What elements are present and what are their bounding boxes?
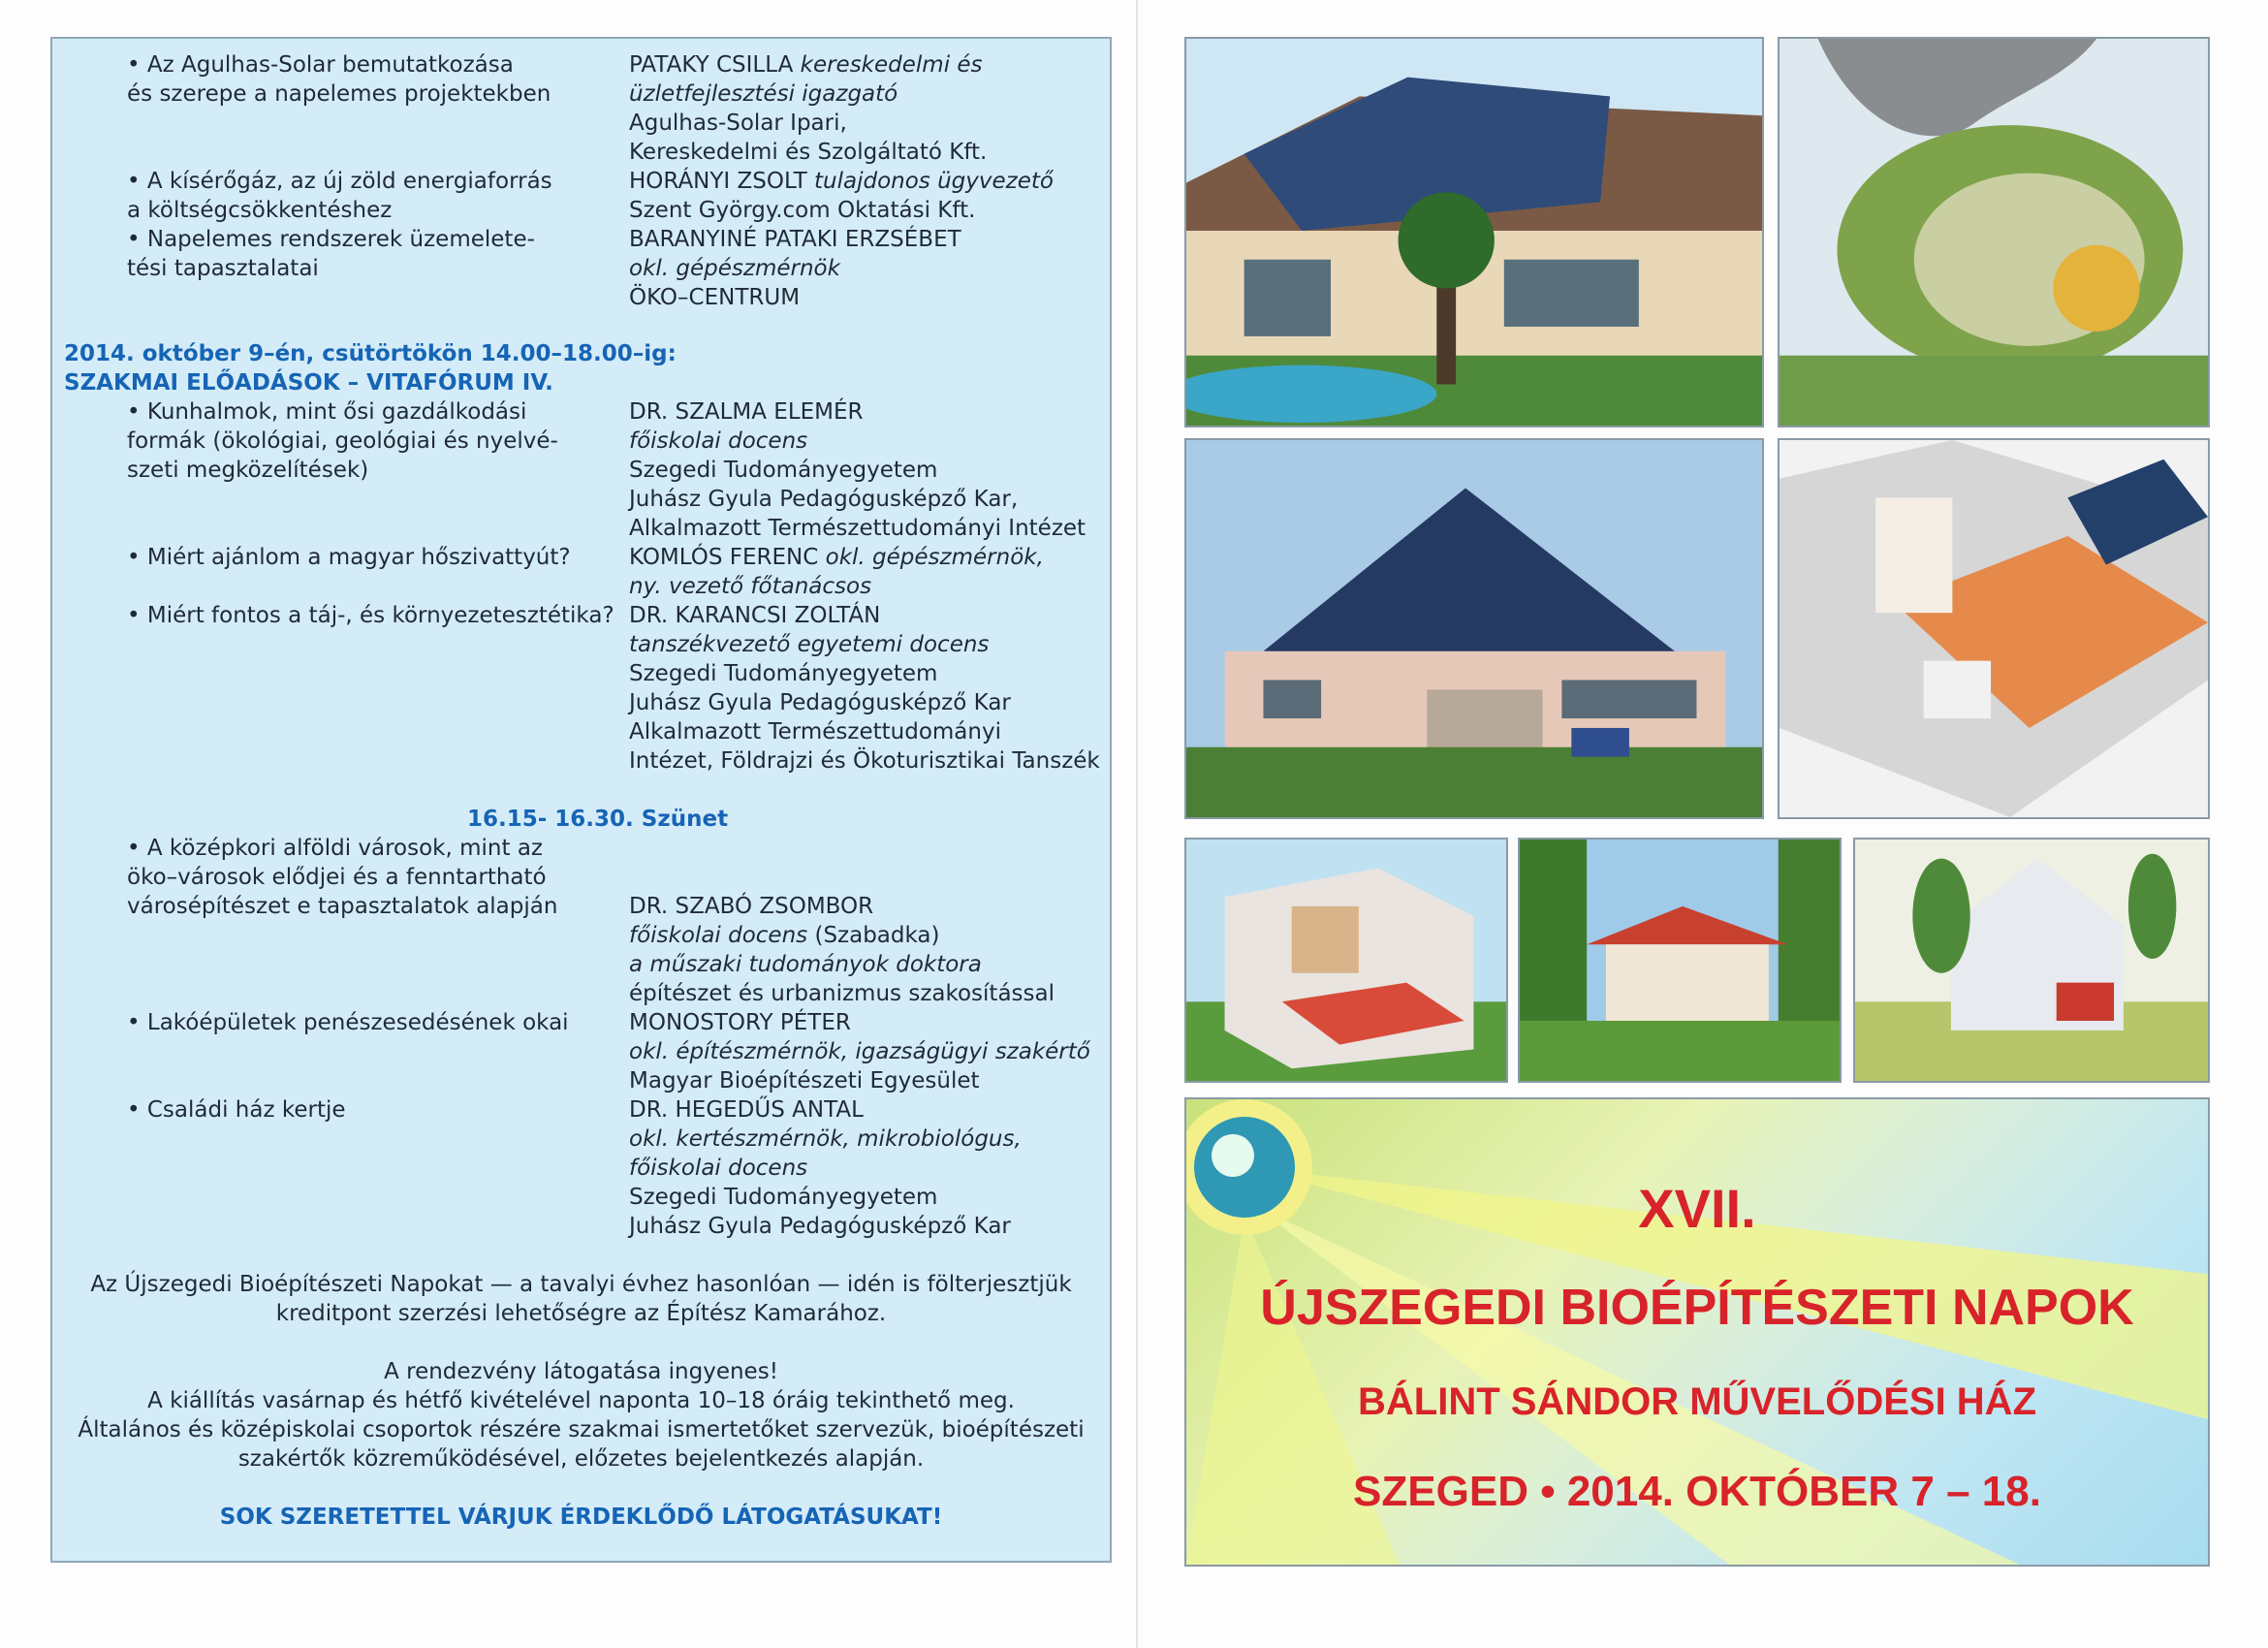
speaker-org: Juhász Gyula Pedagógusképző Kar — [629, 1214, 1011, 1239]
visit-info: szakértők közreműködésével, előzetes bejelentkezés alapján. — [237, 1446, 925, 1472]
speaker-name: DR. HEGEDŰS ANTAL — [629, 1097, 864, 1123]
talk-title: • Miért ajánlom a magyar hőszivattyút? — [127, 545, 571, 570]
speaker-role: tulajdonos ügyvezető — [814, 169, 1054, 194]
closing-invitation: SOK SZERETETTEL VÁRJUK ÉRDEKLŐDŐ LÁTOGATÁSUKAT! — [219, 1505, 943, 1530]
speaker-name: DR. SZABÓ ZSOMBOR — [629, 894, 874, 919]
speaker-role: okl. építészmérnök, igazságügyi szakértő — [629, 1039, 1090, 1064]
session-heading: 2014. október 9–én, csütörtökön 14.00–18.00–ig: — [64, 341, 677, 366]
event-banner — [1184, 1097, 2210, 1567]
talk-title: • Kunhalmok, mint ősi gazdálkodási — [127, 399, 527, 425]
speaker-name: PATAKY CSILLA — [629, 52, 794, 78]
speaker-org: Juhász Gyula Pedagógusképző Kar, — [629, 487, 1019, 512]
speaker-org: Szent György.com Oktatási Kft. — [629, 198, 976, 223]
speaker-org: Magyar Bioépítészeti Egyesület — [629, 1068, 980, 1093]
break-time: 16.15- 16.30. Szünet — [467, 807, 729, 832]
talk-title: • Az Agulhas-Solar bemutatkozása — [127, 52, 514, 78]
talk-title: formák (ökológiai, geológiai és nyelvé- — [127, 428, 558, 454]
speaker-role: ny. vezető főtanácsos — [629, 574, 872, 599]
photo-eco-sculpture-house — [1778, 37, 2210, 428]
speaker-org: Intézet, Földrajzi és Ökoturisztikai Tanszék — [629, 748, 1100, 774]
speaker-name: BARANYINÉ PATAKI ERZSÉBET — [629, 227, 961, 252]
speaker-role: főiskolai docens — [629, 923, 808, 948]
session-heading: SZAKMAI ELŐADÁSOK – VITAFÓRUM IV. — [64, 370, 553, 396]
event-date: SZEGED • 2014. OKTÓBER 7 – 18. — [1353, 1468, 2041, 1515]
speaker-location: (Szabadka) — [814, 923, 940, 948]
talk-title: • Családi ház kertje — [127, 1097, 346, 1123]
photo-heatpump-diagram — [1853, 838, 2210, 1083]
talk-title: városépítészet e tapasztalatok alapján — [127, 894, 558, 919]
talk-title: • Lakóépületek penészesedésének okai — [127, 1010, 569, 1035]
speaker-role: főiskolai docens — [629, 1156, 808, 1181]
speaker-role: okl. gépészmérnök, — [825, 545, 1044, 570]
speaker-org: Agulhas-Solar Ipari, — [629, 111, 847, 136]
speaker-role: tanszékvezető egyetemi docens — [629, 632, 990, 657]
venue: BÁLINT SÁNDOR MŰVELŐDÉSI HÁZ — [1358, 1380, 2036, 1423]
photo-solar-roof-house — [1184, 37, 1764, 428]
speaker-line — [629, 50, 983, 79]
speaker-org: Kereskedelmi és Szolgáltató Kft. — [629, 140, 988, 165]
photo-underfloor-heating — [1184, 838, 1508, 1083]
talk-title: a költségcsökkentéshez — [127, 198, 393, 223]
photo-red-roof-villa — [1518, 838, 1842, 1083]
speaker-org: Juhász Gyula Pedagógusképző Kar — [629, 690, 1011, 715]
edition-number: XVII. — [1638, 1178, 1756, 1239]
talk-title: öko–városok elődjei és a fenntartható — [127, 865, 547, 890]
speaker-role: okl. kertészmérnök, mikrobiológus, — [629, 1126, 1022, 1152]
speaker-role: üzletfejlesztési igazgató — [629, 81, 898, 107]
credit-note: Az Újszegedi Bioépítészeti Napokat — a tavalyi évhez hasonlóan — idén is fölterjesztjük — [90, 1272, 1072, 1297]
photo-pyramid-solar-house — [1184, 438, 1764, 819]
speaker-line — [629, 921, 939, 950]
talk-title: • Miért fontos a táj-, és környezetesztétika? — [127, 603, 614, 628]
speaker-org: Alkalmazott Természettudományi — [629, 719, 1001, 745]
talk-title: tési tapasztalatai — [127, 256, 319, 281]
speaker-role: kereskedelmi és — [800, 52, 983, 78]
speaker-name: MONOSTORY PÉTER — [629, 1010, 851, 1035]
speaker-role: főiskolai docens — [629, 428, 808, 454]
talk-title: • Napelemes rendszerek üzemelete- — [127, 227, 535, 252]
talk-title: szeti megközelítések) — [127, 458, 369, 483]
speaker-role: a műszaki tudományok doktora — [629, 952, 982, 977]
speaker-name: DR. SZALMA ELEMÉR — [629, 399, 864, 425]
speaker-name: KOMLÓS FERENC — [629, 545, 819, 570]
speaker-org: Szegedi Tudományegyetem — [629, 1185, 938, 1210]
speaker-org: Szegedi Tudományegyetem — [629, 458, 938, 483]
talk-title: • A kísérőgáz, az új zöld energiaforrás — [127, 169, 552, 194]
speaker-line — [629, 167, 1054, 196]
speaker-line — [629, 543, 1044, 572]
visit-info: Általános és középiskolai csoportok részére szakmai ismertetőket szervezük, bioépítészeti — [78, 1417, 1085, 1442]
speaker-org: ÖKO–CENTRUM — [629, 285, 801, 310]
visit-info: A rendezvény látogatása ingyenes! — [384, 1359, 778, 1384]
event-title: ÚJSZEGEDI BIOÉPÍTÉSZETI NAPOK — [1260, 1280, 2134, 1336]
speaker-org: Alkalmazott Természettudományi Intézet — [629, 516, 1087, 541]
visit-info: A kiállítás vasárnap és hétfő kivételével naponta 10–18 óráig tekinthető meg. — [147, 1388, 1015, 1413]
speaker-role: építészet és urbanizmus szakosítással — [629, 981, 1055, 1006]
speaker-role: okl. gépészmérnök — [629, 256, 840, 281]
talk-title: és szerepe a napelemes projektekben — [127, 81, 551, 107]
speaker-name: HORÁNYI ZSOLT — [629, 169, 807, 194]
talk-title: • A középkori alföldi városok, mint az — [127, 836, 543, 861]
credit-note: kreditpont szerzési lehetőségre az Építész Kamarához. — [275, 1301, 887, 1326]
photo-house-cutaway-solar — [1778, 438, 2210, 819]
speaker-name: DR. KARANCSI ZOLTÁN — [629, 603, 881, 628]
program-panel — [50, 37, 1112, 1563]
speaker-org: Szegedi Tudományegyetem — [629, 661, 938, 686]
fold-line — [1136, 0, 1138, 1648]
